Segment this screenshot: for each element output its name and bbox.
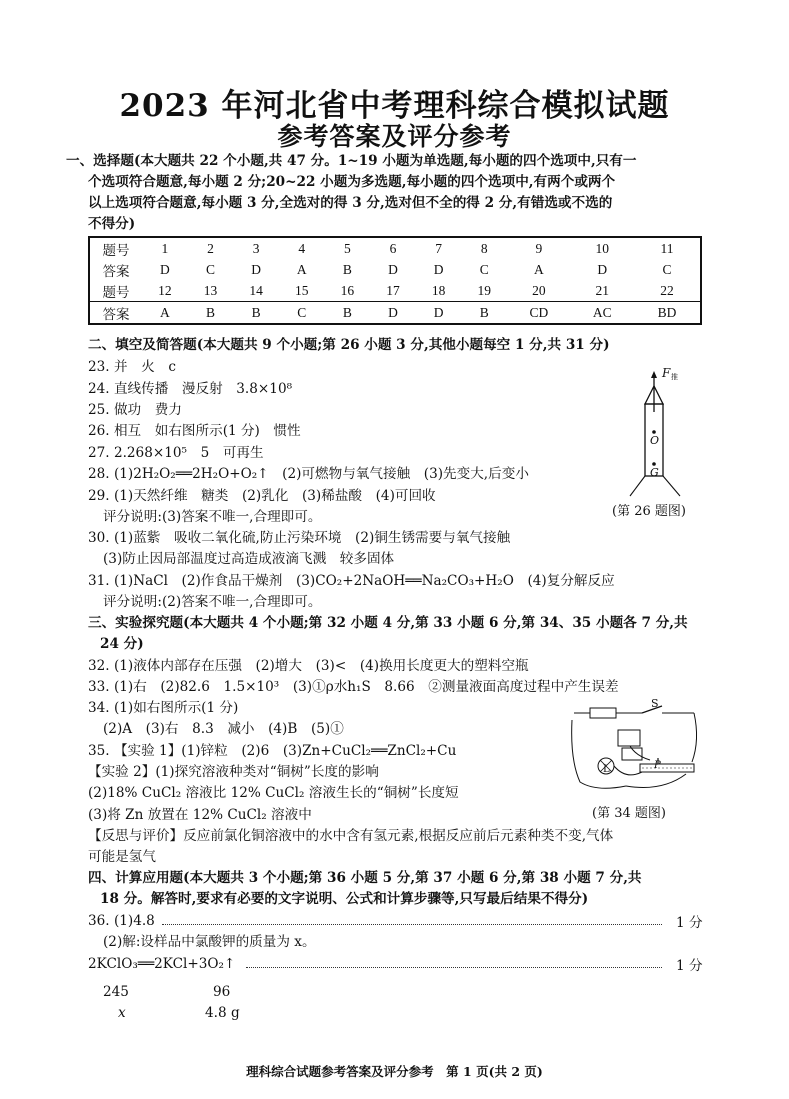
- table-cell: 20: [507, 280, 570, 302]
- table-cell: B: [479, 304, 489, 320]
- score-2: 1 分: [676, 958, 703, 974]
- figure-26-caption: (第 26 题图): [612, 504, 686, 519]
- table-cell: D: [388, 304, 398, 320]
- note-31: 评分说明:(2)答案不唯一,合理即可。: [103, 594, 322, 610]
- table-cell: 21: [571, 280, 634, 302]
- table-cell: 16: [325, 280, 371, 302]
- answer-23: 23. 并 火 c: [88, 359, 176, 375]
- answer-32: 32. (1)液体内部存在压强 (2)增大 (3)< (4)换用长度更大的塑料空瓶: [88, 658, 529, 674]
- point-o-label: O: [650, 434, 660, 447]
- answer-29: 29. (1)天然纤维 糖类 (2)乳化 (3)稀盐酸 (4)可回收: [88, 488, 436, 504]
- table-cell: AC: [592, 304, 612, 320]
- note-29: 评分说明:(3)答案不唯一,合理即可。: [103, 509, 322, 525]
- table-cell: 13: [188, 280, 234, 302]
- section1-line3: 以上选项符合题意,每小题 3 分,全选对的得 3 分,选对但不全的得 2 分,有错选或不选的: [88, 195, 613, 211]
- table-cell: 12: [142, 280, 188, 302]
- table-row: [89, 237, 701, 259]
- page-footer: 理科综合试题参考答案及评分参考 第 1 页(共 2 页): [246, 1064, 543, 1079]
- section1-heading: 一、选择题(本大题共 22 个小题,共 47 分。1~19 小题为单选题,每小题的四个选项中,只有一: [66, 153, 637, 169]
- section4-heading-2: 18 分。解答时,要求有必要的文字说明、公式和计算步骤等,只写最后结果不得分): [100, 891, 589, 907]
- table-cell: A: [533, 261, 544, 277]
- force-label: F: [662, 366, 671, 380]
- answer-26: 26. 相互 如右图所示(1 分) 惯性: [88, 423, 301, 439]
- table-cell: 17: [370, 280, 416, 302]
- answer-35b: 【实验 2】(1)探究溶液种类对“铜树”长度的影响: [88, 764, 379, 780]
- table-cell: CD: [529, 304, 549, 320]
- table-cell: 8: [480, 240, 488, 256]
- table-cell: B: [342, 304, 352, 320]
- section3-heading-2: 24 分): [100, 636, 144, 652]
- answer-36-2: (2)解:设样品中氯酸钾的质量为 x。: [103, 934, 316, 950]
- table-cell: 5: [344, 240, 351, 256]
- section3-heading: 三、实验探究题(本大题共 4 个小题;第 32 小题 4 分,第 33 小题 6 分,第 34、35 小题各 7 分,共: [88, 615, 688, 631]
- table-cell: 7: [435, 240, 443, 256]
- table-cell: C: [662, 261, 672, 277]
- page-subtitle: 参考答案及评分参考: [277, 122, 512, 151]
- dot-leader: [246, 967, 662, 968]
- table-row: [89, 280, 701, 302]
- table-cell: D: [159, 261, 170, 277]
- table-cell: 19: [461, 280, 507, 302]
- section1-line2: 个选项符合题意,每小题 2 分;20~22 小题为多选题,每小题的四个选项中,有两个或两个: [88, 174, 616, 190]
- table-cell: A: [159, 304, 170, 320]
- answer-33: 33. (1)右 (2)82.6 1.5×10³ (3)①ρ水h₁S 8.66 ②测量液面高度过程中产生误差: [88, 679, 619, 695]
- table-cell: 15: [279, 280, 325, 302]
- table-cell: 9: [535, 240, 543, 256]
- force-subscript: 推: [671, 373, 678, 381]
- table-cell: C: [205, 261, 215, 277]
- table-cell: 10: [595, 240, 610, 256]
- answer-27: 27. 2.268×10⁵ 5 可再生: [88, 445, 264, 461]
- switch-label: S: [651, 697, 659, 710]
- answer-30b: (3)防止因局部温度过高造成液滴飞溅 较多固体: [103, 551, 395, 567]
- table-cell: C: [297, 304, 307, 320]
- table-row: [89, 302, 701, 325]
- equation-36: 2KClO₃══2KCl+3O₂↑: [88, 956, 236, 972]
- slider-label: P: [654, 760, 661, 771]
- table-cell: 14: [233, 280, 279, 302]
- answer-30: 30. (1)蓝紫 吸收二氧化硫,防止污染环境 (2)铜生锈需要与氧气接触: [88, 530, 511, 546]
- table-cell: B: [251, 304, 261, 320]
- figure-34-caption: (第 34 题图): [592, 806, 666, 821]
- table-cell: 22: [634, 280, 701, 302]
- table-cell: B: [342, 261, 352, 277]
- answer-24: 24. 直线传播 漫反射 3.8×10⁸: [88, 381, 293, 397]
- row-label: 答案: [102, 263, 130, 279]
- table-cell: D: [251, 261, 261, 277]
- table-row: [89, 259, 701, 280]
- answer-table: [88, 236, 702, 325]
- answer-35d: (3)将 Zn 放置在 12% CuCl₂ 溶液中: [88, 807, 312, 823]
- lamp-label: L: [603, 764, 610, 775]
- answer-35f: 可能是氢气: [88, 849, 156, 865]
- score-1: 1 分: [676, 915, 703, 931]
- answer-25: 25. 做功 费力: [88, 402, 182, 418]
- answer-35c: (2)18% CuCl₂ 溶液比 12% CuCl₂ 溶液生长的“铜树”长度短: [88, 785, 459, 801]
- answer-31: 31. (1)NaCl (2)作食品干燥剂 (3)CO₂+2NaOH══Na₂CO₃+H₂O (4)复分解反应: [88, 573, 615, 589]
- value-x: x: [118, 1005, 126, 1021]
- row-label: 答案: [102, 306, 130, 322]
- table-cell: D: [433, 304, 444, 320]
- answer-34b: (2)A (3)右 8.3 减小 (4)B (5)①: [103, 721, 344, 737]
- value-4-8g: 4.8 g: [205, 1005, 240, 1021]
- table-cell: 3: [252, 240, 260, 256]
- table-cell: 4: [298, 240, 306, 256]
- page-title: 2023 年河北省中考理科综合模拟试题: [119, 88, 670, 124]
- value-96: 96: [213, 984, 231, 1000]
- table-cell: 18: [416, 280, 462, 302]
- dot-leader: [162, 924, 662, 925]
- row-label: 题号: [89, 280, 142, 302]
- table-cell: 6: [389, 240, 397, 256]
- table-cell: D: [597, 261, 608, 277]
- table-cell: D: [388, 261, 398, 277]
- answer-36-1: 36. (1)4.8: [88, 913, 155, 929]
- figure-34-circuit: [566, 700, 702, 800]
- table-cell: C: [479, 261, 489, 277]
- table-cell: A: [296, 261, 307, 277]
- table-cell: 11: [660, 240, 674, 256]
- value-245: 245: [103, 984, 129, 1000]
- table-cell: 1: [161, 240, 169, 256]
- section2-heading: 二、填空及简答题(本大题共 9 个小题;第 26 小题 3 分,其他小题每空 1 分,共 31 分): [88, 337, 610, 353]
- answer-35: 35. 【实验 1】(1)锌粒 (2)6 (3)Zn+CuCl₂══ZnCl₂+Cu: [88, 743, 457, 759]
- answer-28: 28. (1)2H₂O₂══2H₂O+O₂↑ (2)可燃物与氧气接触 (3)先变大,后变小: [88, 466, 529, 482]
- point-g-label: G: [650, 466, 659, 479]
- table-cell: BD: [657, 304, 677, 320]
- answer-35e: 【反思与评价】反应前氯化铜溶液中的水中含有氢元素,根据反应前后元素种类不变,气体: [88, 828, 614, 844]
- answer-34: 34. (1)如右图所示(1 分): [88, 700, 239, 716]
- table-cell: 2: [207, 240, 214, 256]
- section4-heading: 四、计算应用题(本大题共 3 个小题;第 36 小题 5 分,第 37 小题 6 分,第 38 小题 7 分,共: [88, 870, 642, 886]
- row-label: 题号: [102, 242, 130, 258]
- section1-line4: 不得分): [88, 216, 136, 232]
- table-cell: D: [433, 261, 444, 277]
- table-cell: B: [205, 304, 215, 320]
